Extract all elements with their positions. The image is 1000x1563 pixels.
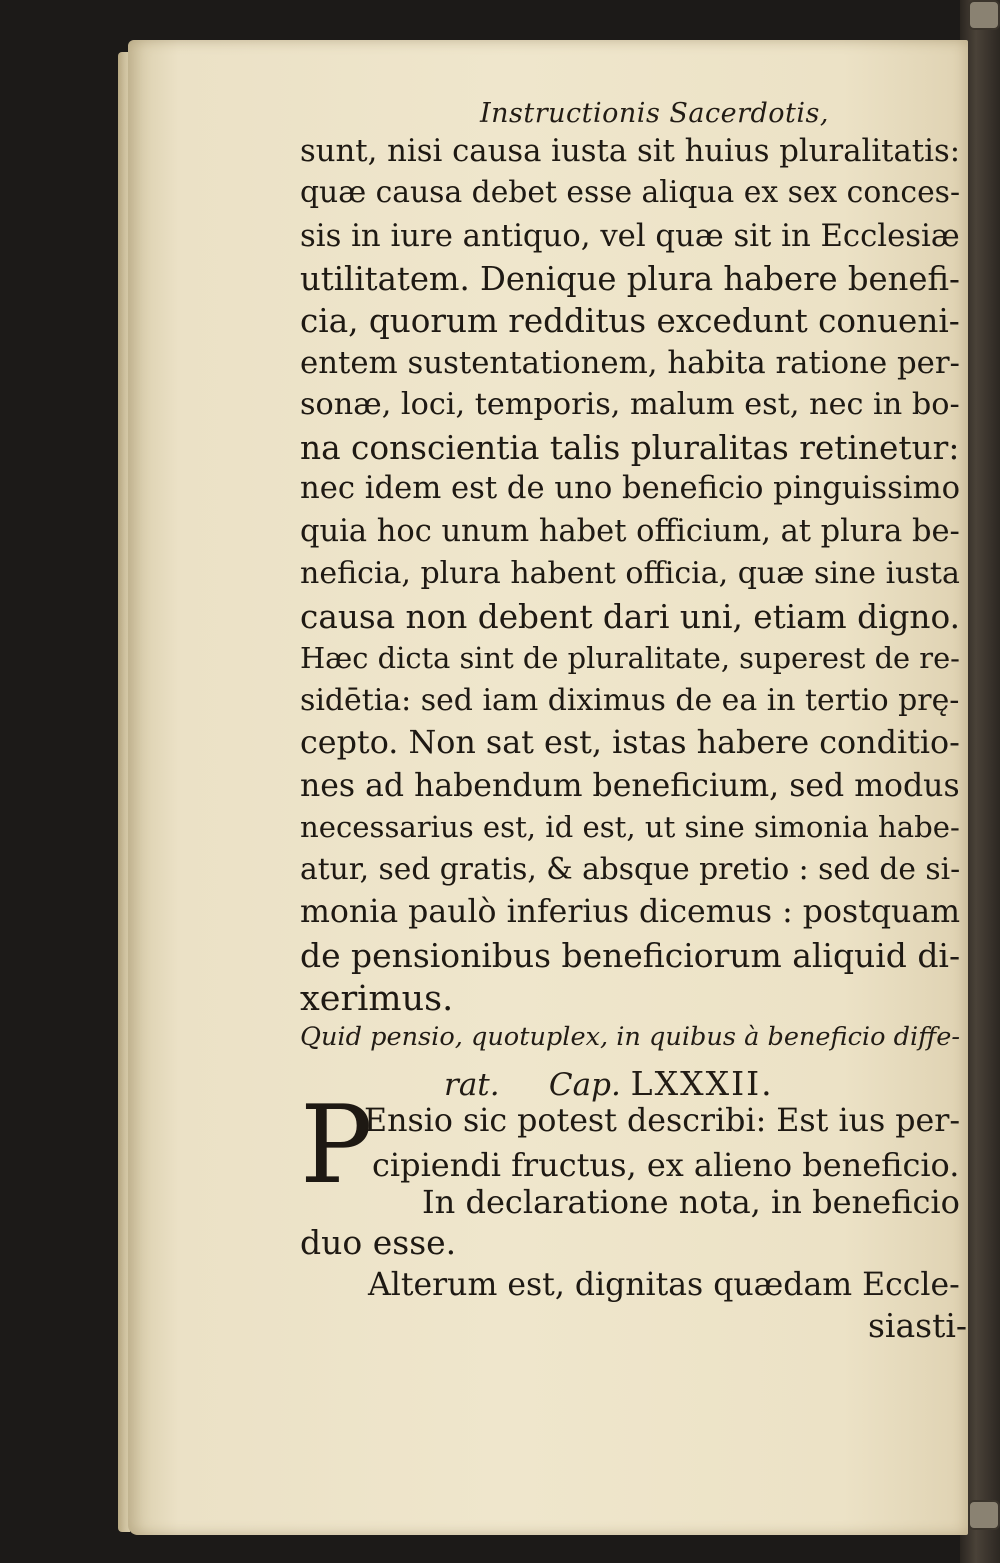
body-line: neficia, plura habent officia, quæ sine iusta — [300, 556, 960, 591]
catchword: siasti- — [868, 1306, 968, 1345]
body-line: nec idem est de uno beneficio pinguissimo — [300, 471, 961, 507]
body-line: xerimus. — [300, 979, 454, 1019]
drop-cap: P — [300, 1083, 373, 1208]
body-line: entem sustentationem, habita ratione per- — [300, 344, 960, 381]
body-line: na conscientia talis pluralitas retinetur: — [300, 429, 960, 468]
body-line: de pensionibus beneficiorum aliquid di- — [300, 935, 961, 975]
running-header: Instructionis Sacerdotis, — [480, 98, 829, 129]
chapter-heading-line2 — [444, 1064, 774, 1103]
chapter-number: LXXXII. — [630, 1064, 774, 1103]
chapter-cap-label: Cap. — [548, 1067, 621, 1103]
body-line: necessarius est, id est, ut sine simonia habe- — [300, 809, 960, 844]
body-line: Alterum est, dignitas quædam Eccle- — [368, 1267, 960, 1303]
body-line: sonæ, loci, temporis, malum est, nec in bo- — [300, 386, 960, 422]
chapter-heading-rat: rat. — [444, 1067, 500, 1103]
body-line: utilitatem. Denique plura habere benefi- — [300, 259, 960, 298]
body-line: sis in iure antiquo, vel quæ sit in Ecclesiæ — [300, 217, 960, 254]
body-line: cepto. Non sat est, istas habere conditio- — [300, 725, 960, 762]
body-line: causa non debent dari uni, etiam digno. — [300, 598, 960, 637]
body-line: duo esse. — [300, 1223, 457, 1262]
spine-band — [968, 1500, 1000, 1530]
body-line: atur, sed gratis, & absque pretio : sed de si- — [300, 852, 961, 888]
body-line: nes ad habendum beneficium, sed modus — [300, 767, 960, 804]
body-line: quia hoc unum habet officium, at plura be- — [300, 513, 960, 549]
body-line: sidētia: sed iam diximus de ea in tertio prę- — [300, 682, 960, 718]
body-line: cipiendi fructus, ex alieno beneficio. — [372, 1146, 960, 1184]
body-line: cia, quorum redditus excedunt conueni- — [300, 302, 960, 341]
body-line: Ensio sic potest describi: Est ius per- — [364, 1103, 961, 1139]
chapter-heading-line1: Quid pensio, quotuplex, in quibus à beneficio diffe- — [300, 1022, 961, 1052]
body-line: quæ causa debet esse aliqua ex sex conces- — [300, 175, 960, 211]
spine-band — [968, 0, 1000, 30]
body-line: In declaratione nota, in beneficio — [422, 1183, 960, 1221]
body-line: monia paulò inferius dicemus : postquam — [300, 894, 961, 931]
body-line: Hæc dicta sint de pluralitate, superest de re- — [300, 640, 960, 675]
body-line: sunt, nisi causa iusta sit huius pluralitatis: — [300, 133, 961, 169]
